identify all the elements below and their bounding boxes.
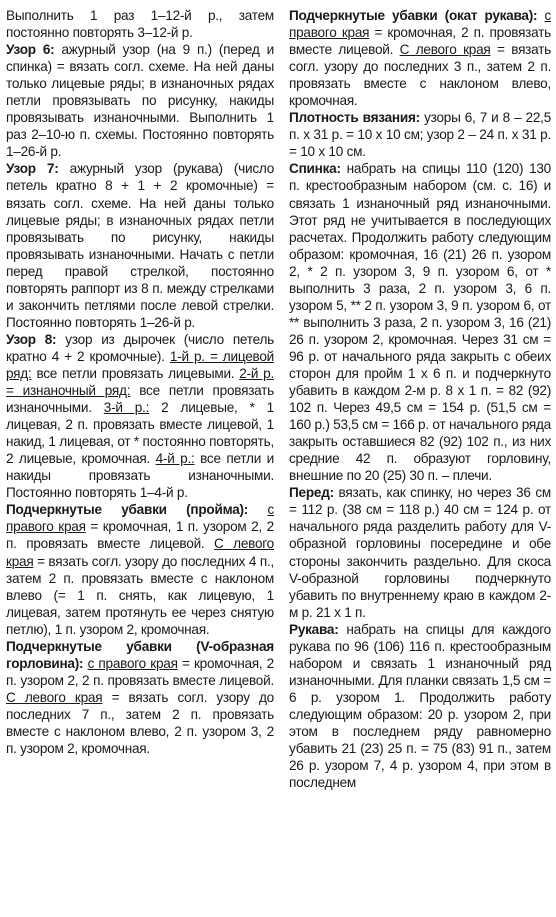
bold-heading: Спинка: — [289, 161, 341, 177]
body-text: = вязать согл. узору до последних 4 п., затем 2 п. провязать вместе с наклоном влево (= 1 п. снять, как лицевую, 1 лицевая, затем протянуть ее через снятую петлю), 1 п. узором 2, кромочная. — [6, 553, 274, 637]
underlined-term: С левого края — [6, 689, 103, 705]
body-text: 2 лицевые, * 1 лицевая, 2 п. провязать вместе лицевой, 1 накид, 1 лицевая, от * постоянно повторять, 2 лицевые, кромочная. — [6, 400, 274, 467]
body-text: вязать, как спинку, но через 36 см = 112 р. (38 см = 118 р.) 40 см = 124 р. от начального ряда разделить работу для V-образной горловины посередине и обе стороны закончить раздельно. Для скоса V-образной горловины подчеркнуто убавить по внутреннему краю в каждом 2-м р. 21 х 1 п. — [289, 485, 551, 620]
body-text: узор из дырочек (число петель кратно 4 + 2 кромочные). — [6, 331, 274, 364]
right-paragraph — [289, 621, 551, 791]
bold-heading: Подчеркнутые убавки (пройма): — [6, 502, 249, 518]
left-paragraph — [6, 41, 274, 160]
left-paragraph — [6, 501, 274, 637]
underlined-term: с правого края — [6, 502, 274, 535]
right-paragraph — [289, 7, 551, 109]
right-column — [289, 7, 551, 791]
underlined-term: 4-й р.: — [155, 451, 195, 467]
body-text: = вязать согл. узору до последних 3 п., затем 2 п. провязать вместе с наклоном влево, кромочная. — [289, 42, 551, 109]
left-column — [6, 7, 274, 757]
bold-heading: Рукава: — [289, 621, 339, 637]
right-paragraph — [289, 109, 551, 160]
body-text: = кромочная, 2 п. провязать вместе лицевой. — [289, 25, 551, 58]
bold-heading: Узор 6: — [6, 42, 55, 58]
body-text: ажурный узор (рукава) (число петель кратно 8 + 1 + 2 кромочные) = вязать согл. схеме. На ней даны только лицевые ряды; в изнаночных рядах петли провязывать по рисунку, накиды провязывать изнаночными. Начать с петли перед правой стрелкой, постоянно повторять раппорт из 8 п. между стрелками и закончить петлями после левой стрелки. Постоянно повторять 1–26-й р. — [6, 161, 275, 330]
underlined-term: 2-й р. = изнаночный ряд: — [6, 365, 275, 399]
body-text: = кромочная, 2 п. узором 2, 2 п. провязать вместе лицевой. — [6, 655, 274, 688]
left-paragraph — [6, 331, 274, 501]
underlined-term: С левого края — [6, 536, 274, 569]
underlined-term: с правого края — [289, 8, 551, 41]
body-text: все петли провязать изнаночными. — [6, 383, 274, 416]
bold-heading: Узор 8: — [6, 331, 57, 347]
right-paragraph — [289, 484, 551, 620]
body-text: Выполнить 1 раз 1–12-й р., затем постоянно повторять 3–12-й р. — [6, 8, 274, 41]
body-text: набрать на спицы 110 (120) 130 п. крестообразным набором (см. с. 16) и связать 1 изнаночный ряд изнаночными. Этот ряд не учитывается в последующих расчетах. Продолжить работу следующим образом: кромочная, 16 (21) 26 п. узором 2, * 2 п. узором 3, 9 п. узором 6, от * выполнить 3 раза, 2 п. узором 3, 6 п. узором 5, ** 2 п. узором 3, 9 п. узором 6, от ** выполнить 3 раза, 2 п. узором 3, 16 (21) 26 п. узором 2, кромочная. Через 31 см = 96 р. от начального ряда закрыть с обеих сторон для пройм 1 х 6 п. и подчеркнуто убавить в каждом 2-м р. 8 х 1 п. = 82 (92) 102 п. Через 49,5 см = 154 р. (51,5 см = 160 р.) 53,5 см = 166 р. от начального ряда закрыть оставшиеся 82 (92) 102 п., из них средние 42 п. образуют горловину, внешние по 20 (25) 30 п. – плечи. — [289, 161, 551, 484]
body-text: узоры 6, 7 и 8 – 22,5 п. х 31 р. = 10 х 10 см; узор 2 – 24 п. х 31 р. = 10 х 10 см. — [289, 110, 552, 160]
bold-heading: Узор 7: — [6, 161, 59, 177]
body-text: набрать на спицы для каждого рукава по 96 (106) 116 п. крестообразным набором и связать 1 изнаночный ряд изнаночными. Для планки связать 1,5 см = 6 р. узором 1. Продолжить работу следующим образом: 20 р. узором 2, при этом в последнем ряду равномерно убавить 21 (23) 25 п. = 75 (83) 91 п., затем 26 р. узором 7, 4 р. узором 4, при этом в последнем — [289, 621, 551, 791]
bold-heading: Перед: — [289, 485, 334, 501]
body-text: все петли и накиды провязать изнаночными. Постоянно повторять 1–4-й р. — [6, 451, 274, 501]
body-text: = вязать согл. узору до последних 7 п., затем 2 п. провязать вместе с наклоном влево, 2 п. узором 3, 2 п. узором 2, кромочная. — [6, 689, 274, 757]
body-text: ажурный узор (на 9 п.) (перед и спинка) = вязать согл. схеме. На ней даны только лицевые ряды; в изнаночных рядах петли провязывать по рисунку, накиды провязывать изнаночными. Выполнить 1 раз 2–10-ю п. схемы. Постоянно повторять 1–26-й р. — [6, 42, 274, 160]
body-text: = кромочная, 1 п. узором 2, 2 п. провязать вместе лицевой. — [6, 519, 274, 552]
bold-heading: Подчеркнутые убавки (окат рукава): — [289, 8, 538, 23]
right-paragraph — [289, 160, 551, 484]
underlined-term: 1-й р. = лицевой ряд: — [6, 348, 275, 381]
left-paragraph — [6, 160, 274, 330]
bold-heading: Подчеркнутые убавки (V-образная горловина): — [6, 638, 274, 671]
underlined-term: С левого края — [399, 42, 491, 58]
underlined-term: с правого края — [87, 655, 178, 671]
left-paragraph — [6, 7, 274, 41]
body-text — [248, 502, 267, 517]
underlined-term: 3-й р.: — [103, 400, 150, 416]
bold-heading: Плотность вязания: — [289, 110, 420, 126]
left-paragraph — [6, 638, 274, 757]
body-text: все петли провязать лицевыми. — [31, 365, 240, 381]
